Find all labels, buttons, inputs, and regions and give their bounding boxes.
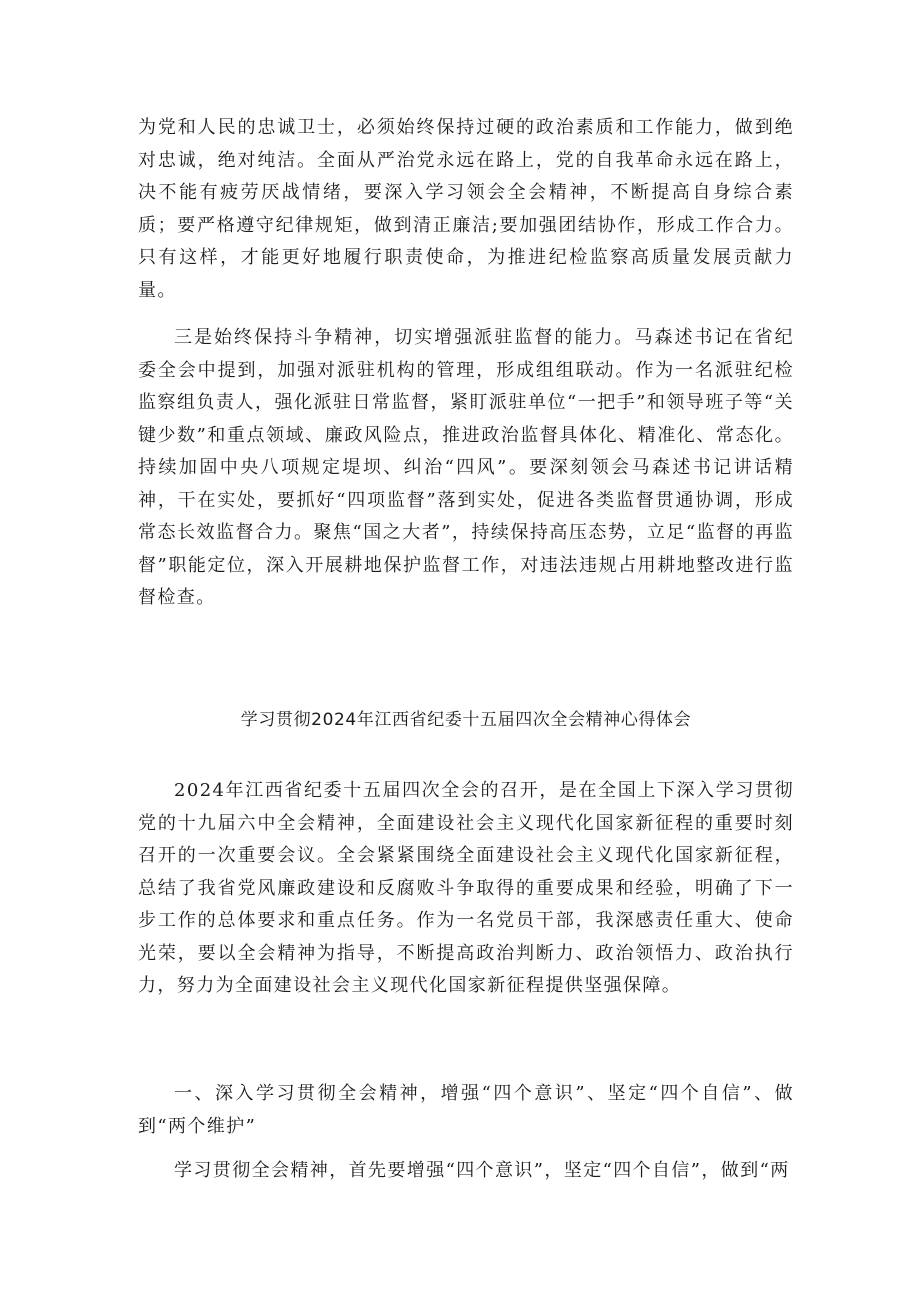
- paragraph-section-one: [138, 1155, 794, 1188]
- paragraph-text: 2024年江西省纪委十五届四次全会的召开，是在全国上下深入学习贯彻党的十九届六中全会精神，全面建设社会主义现代化国家新征程的重要时刻召开的一次重要会议。全会紧紧围绕全面建设社会主义现代化国家新征程，总结了我省党风廉政建设和反腐败斗争取得的重要成果和经验，明确了下一步工作的总体要求和重点任务。作为一名党员干部，我深感责任重大、使命光荣，要以全会精神为指导，不断提高政治判断力、政治领悟力、政治执行力，努力为全面建设社会主义现代化国家新征程提供坚强保障。: [138, 780, 794, 996]
- article-title: 学习贯彻2024年江西省纪委十五届四次全会精神心得体会: [240, 710, 692, 730]
- paragraph-text: 三是始终保持斗争精神，切实增强派驻监督的能力。马森述书记在省纪委全会中提到，加强对派驻机构的管理，形成组组联动。作为一名派驻纪检监察组负责人，强化派驻日常监督，紧盯派驻单位“一把手”和领导班子等“关键少数”和重点领域、廉政风险点，推进政治监督具体化、精准化、常态化。持续加固中央八项规定堤坝、纠治“四风”。要深刻领会马森述书记讲话精神，干在实处，要抓好“四项监督”落到实处，促进各类监督贯通协调，形成常态长效监督合力。聚焦“国之大者”，持续保持高压态势，立足“监督的再监督”职能定位，深入开展耕地保护监督工作，对违法违规占用耕地整改进行监督检查。: [138, 327, 794, 608]
- paragraph-text: 学习贯彻全会精神，首先要增强“四个意识”，坚定“四个自信”，做到“两: [174, 1160, 790, 1181]
- paragraph-text: 一、深入学习贯彻全会精神，增强“四个意识”、坚定“四个自信”、做到“两个维护”: [138, 1083, 794, 1137]
- paragraph-text: 为党和人民的忠诚卫士，必须始终保持过硬的政治素质和工作能力，做到绝对忠诚，绝对纯洁。全面从严治党永远在路上，党的自我革命永远在路上，决不能有疲劳厌战情绪，要深入学习领会全会精神，不断提高自身综合素质；要严格遵守纪律规矩，做到清正廉洁;要加强团结协作，形成工作合力。只有这样，才能更好地履行职责使命，为推进纪检监察高质量发展贡献力量。: [138, 117, 794, 301]
- paragraph-intro: [138, 775, 794, 1003]
- section-heading-one: [138, 1078, 794, 1143]
- paragraph-continuation: [138, 112, 794, 307]
- paragraph-supervision: [138, 322, 794, 615]
